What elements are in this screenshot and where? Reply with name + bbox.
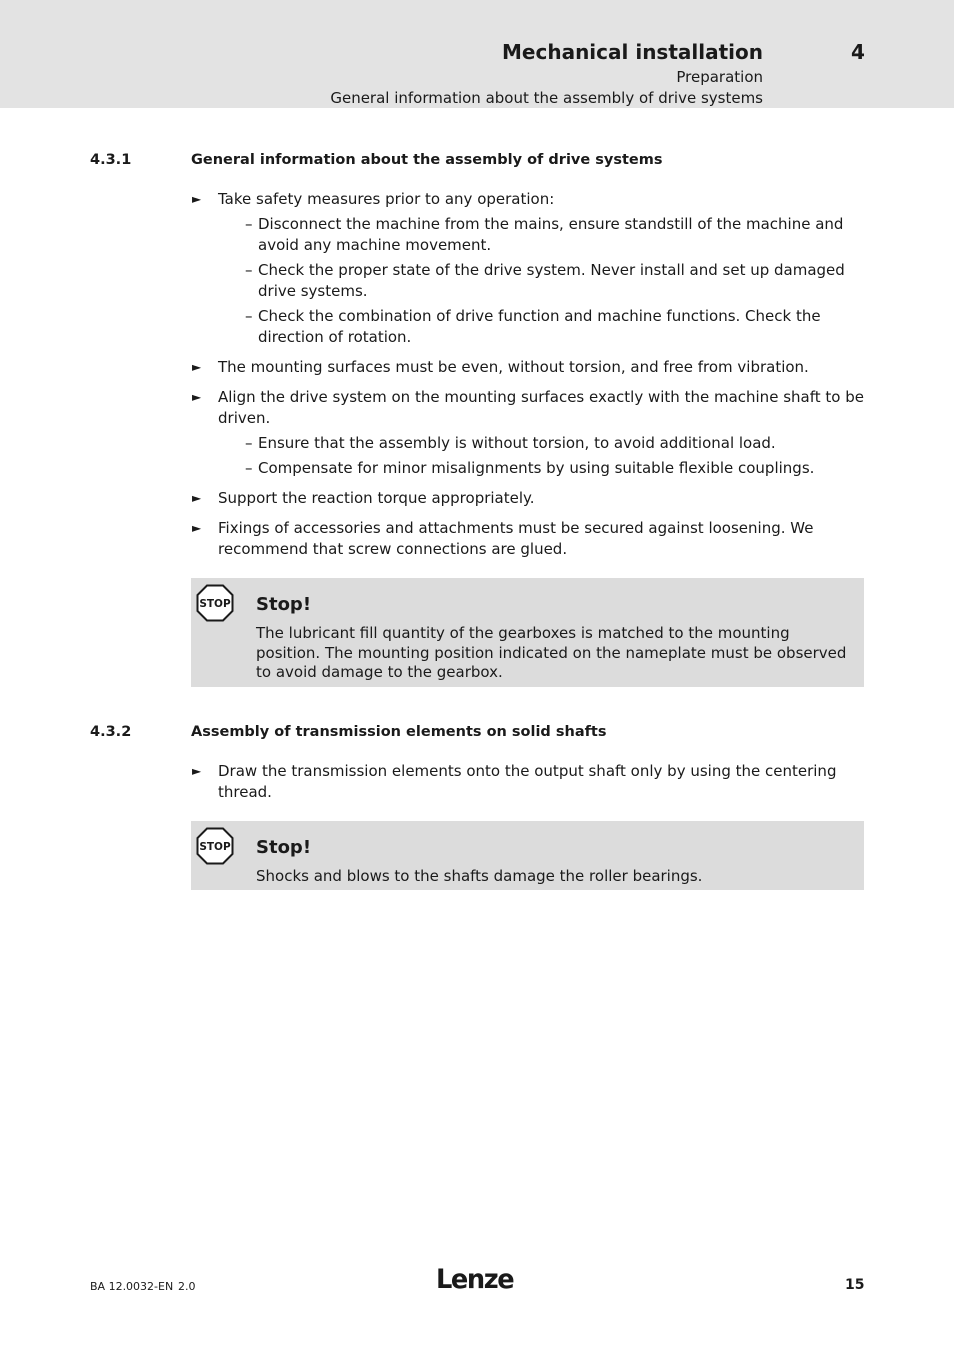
list-item-text: Draw the transmission elements onto the output shaft only by using the centering thread. — [218, 762, 837, 801]
dash-marker: – — [245, 434, 253, 452]
dash-marker: – — [245, 307, 253, 325]
sub-item-text: Check the proper state of the drive system. Never install and set up damaged drive systems. — [258, 261, 845, 300]
lenze-logo: Lenze — [436, 1264, 514, 1295]
stop-notice — [191, 821, 864, 890]
page-number: 15 — [845, 1277, 865, 1293]
stop-notice — [191, 578, 864, 687]
bullet-arrow-icon: ► — [192, 521, 202, 535]
sub-item-text: Check the combination of drive function and machine functions. Check the direction of rotation. — [258, 307, 821, 346]
list-item — [191, 761, 864, 803]
list-item-text: Take safety measures prior to any operation: — [218, 190, 555, 208]
bullet-arrow-icon: ► — [192, 764, 202, 778]
sub-item — [245, 214, 864, 256]
list-item — [191, 387, 864, 479]
sub-item — [245, 260, 864, 302]
bullet-arrow-icon: ► — [192, 390, 202, 404]
bullet-arrow-icon: ► — [192, 360, 202, 374]
stop-sign-label: STOP — [199, 841, 231, 853]
list-item-text: The mounting surfaces must be even, without torsion, and free from vibration. — [218, 358, 809, 376]
stop-heading: Stop! — [256, 594, 312, 615]
stop-text: Shocks and blows to the shafts damage the roller bearings. — [256, 867, 703, 885]
stop-text: The lubricant fill quantity of the gearboxes is matched to the mounting position. The mounting position indicated on the nameplate must be observed to avoid damage to the gearbox. — [256, 624, 847, 681]
list-item-text: Align the drive system on the mounting surfaces exactly with the machine shaft to be driven. — [218, 388, 864, 427]
stop-sign-icon — [196, 827, 234, 865]
bullet-arrow-icon: ► — [192, 491, 202, 505]
chapter-section: General information about the assembly of drive systems — [330, 89, 763, 107]
dash-marker: – — [245, 261, 253, 279]
sub-item-text: Ensure that the assembly is without torsion, to avoid additional load. — [258, 434, 776, 452]
stop-sign-icon — [196, 584, 234, 622]
list-item-text: Fixings of accessories and attachments must be secured against loosening. We recommend that screw connections are glued. — [218, 519, 814, 558]
footer-doc-id: BA 12.0032-EN — [90, 1280, 174, 1293]
section-number: 4.3.2 — [90, 724, 132, 740]
section-title: Assembly of transmission elements on solid shafts — [191, 724, 607, 740]
list-item — [191, 518, 864, 560]
section-number: 4.3.1 — [90, 152, 132, 168]
list-item-text: Support the reaction torque appropriately. — [218, 489, 535, 507]
footer-version: 2.0 — [178, 1280, 196, 1293]
list-item — [191, 357, 864, 378]
section-title: General information about the assembly of drive systems — [191, 152, 663, 168]
dash-marker: – — [245, 215, 253, 233]
stop-heading: Stop! — [256, 837, 312, 858]
list-item — [191, 488, 864, 509]
list-item — [191, 189, 864, 348]
sub-item — [245, 306, 864, 348]
bullet-arrow-icon: ► — [192, 192, 202, 206]
chapter-number: 4 — [851, 40, 865, 64]
sub-item-text: Compensate for minor misalignments by using suitable flexible couplings. — [258, 459, 815, 477]
bullet-list — [191, 761, 864, 803]
dash-marker: – — [245, 459, 253, 477]
sub-item — [245, 458, 864, 479]
chapter-title: Mechanical installation — [502, 40, 763, 64]
sub-item — [245, 433, 864, 454]
sub-item-text: Disconnect the machine from the mains, ensure standstill of the machine and avoid any machine movement. — [258, 215, 844, 254]
stop-sign-label: STOP — [199, 598, 231, 610]
bullet-list — [191, 189, 864, 560]
chapter-subtitle: Preparation — [676, 68, 763, 86]
